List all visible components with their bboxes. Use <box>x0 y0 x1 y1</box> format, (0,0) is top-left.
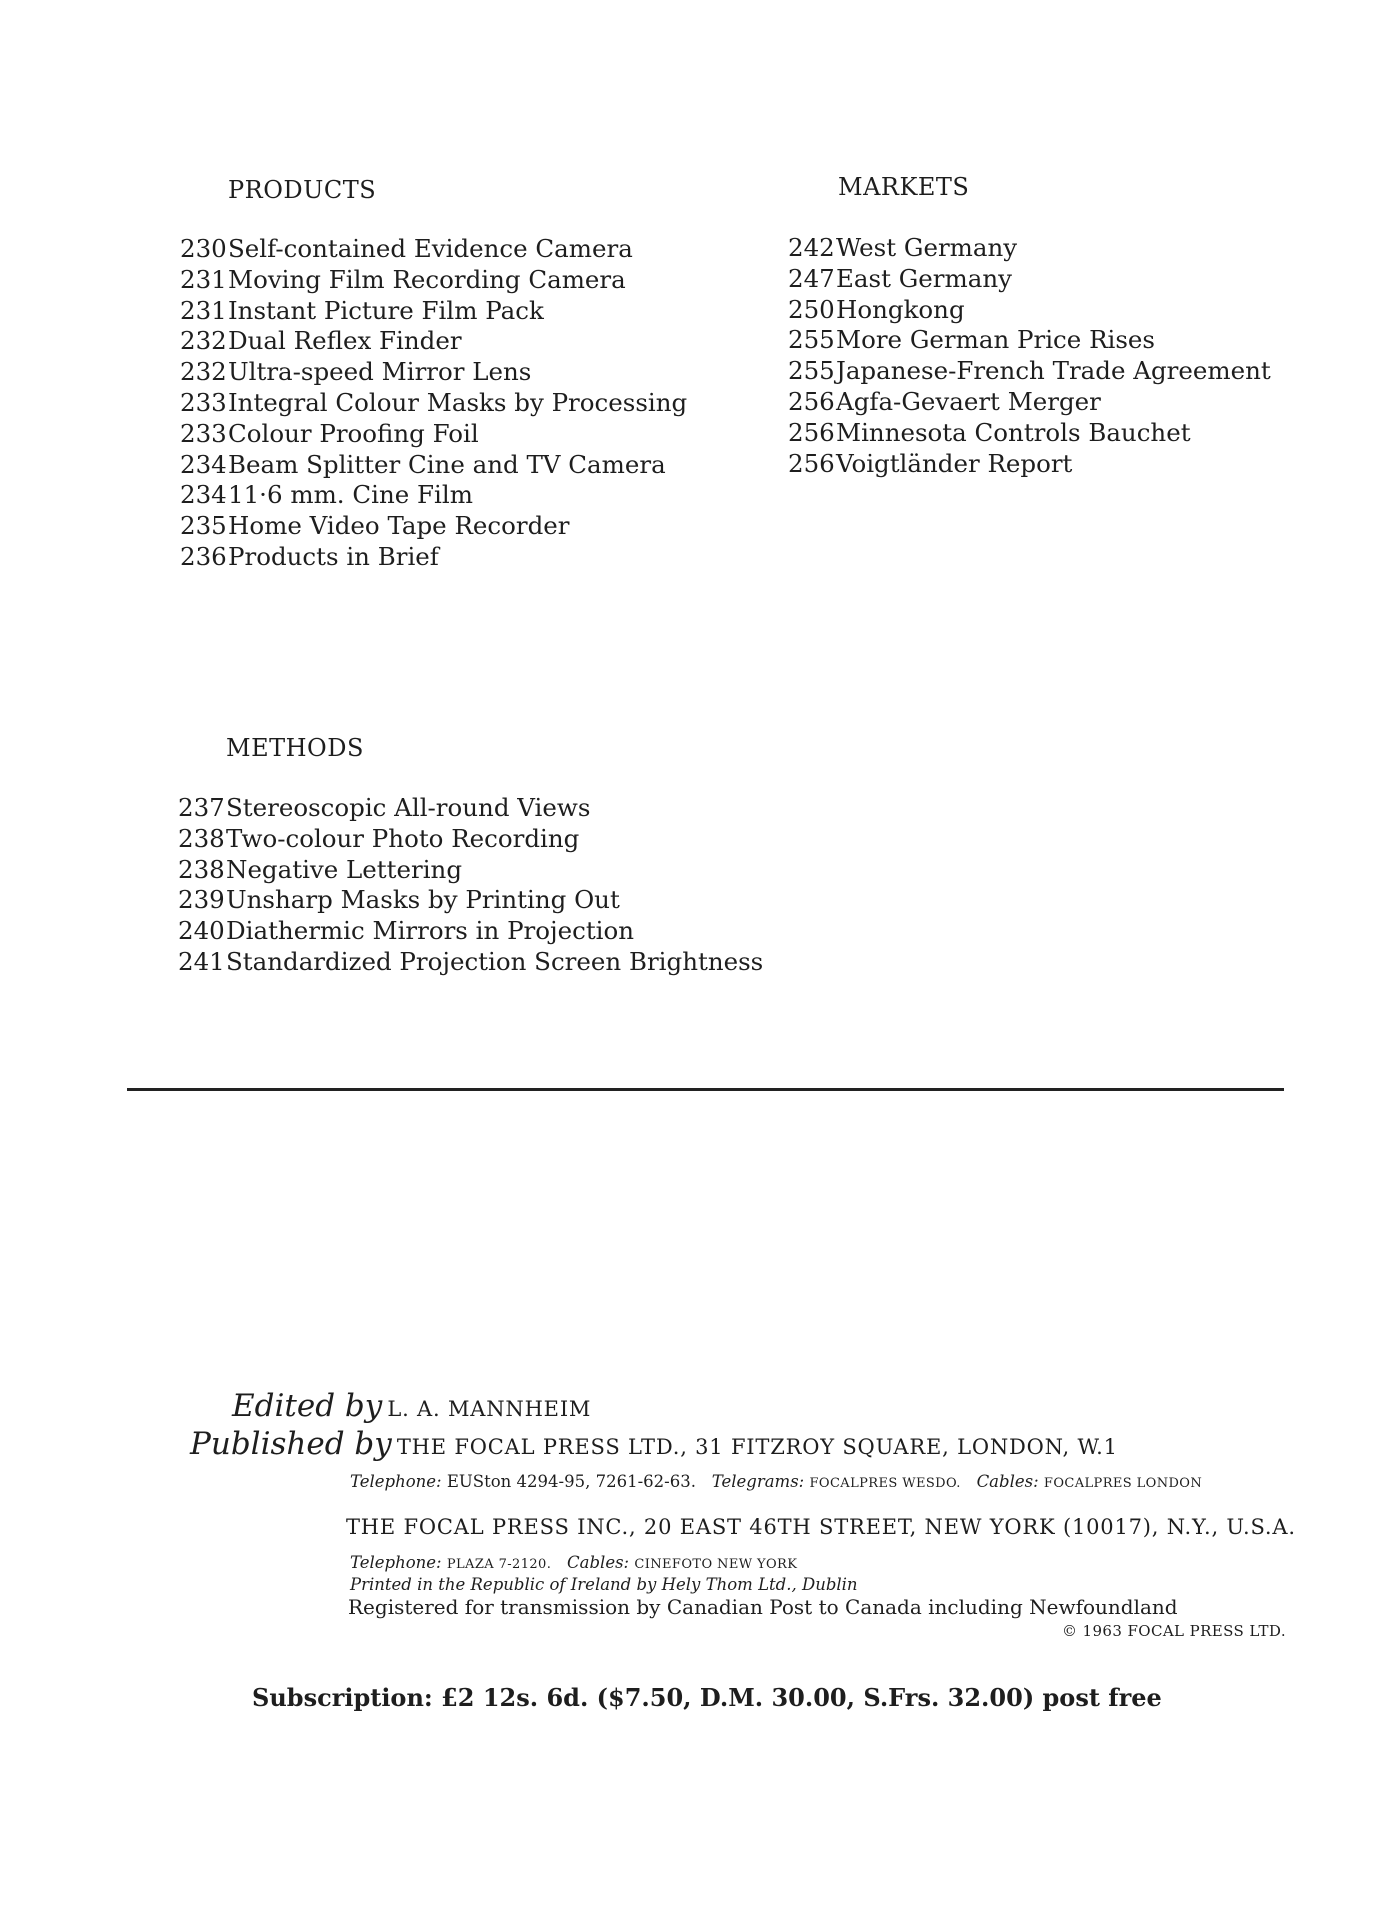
products-list-item <box>180 450 687 481</box>
products-item-page-number: 235 <box>180 511 227 541</box>
methods-item-title: Two-colour Photo Recording <box>226 823 580 853</box>
methods-item-page-number: 238 <box>178 854 225 884</box>
methods-item-page-number: 238 <box>178 823 225 853</box>
methods-item-page-number: 241 <box>178 946 225 976</box>
copyright-line: © 1963 FOCAL PRESS LTD. <box>1061 1622 1286 1640</box>
methods-item-title: Standardized Projection Screen Brightness <box>226 946 764 976</box>
methods-list-item <box>178 885 763 916</box>
products-list-item <box>180 357 687 388</box>
methods-item-title: Unsharp Masks by Printing Out <box>226 885 620 915</box>
products-list-item <box>180 542 687 573</box>
products-item-page-number: 233 <box>180 418 227 448</box>
markets-item-page-number: 256 <box>788 417 835 447</box>
publisher-uk-address: THE FOCAL PRESS LTD., 31 FITZROY SQUARE, LONDON, W.1 <box>396 1435 1118 1459</box>
uk-cables: FOCALPRES LONDON <box>1043 1476 1203 1491</box>
products-item-title: 11·6 mm. Cine Film <box>228 480 473 510</box>
editor-name: L. A. MANNHEIM <box>387 1397 592 1421</box>
products-item-page-number: 233 <box>180 387 227 417</box>
uk-telephone: EUSton 4294-95, 7261-62-63. <box>446 1472 696 1491</box>
products-item-page-number: 236 <box>180 541 227 571</box>
markets-list-item <box>788 387 1271 418</box>
products-item-page-number: 232 <box>180 326 227 356</box>
edited-by-label: Edited by <box>232 1388 383 1424</box>
methods-item-page-number: 240 <box>178 916 225 946</box>
uk-telegrams-label: Telegrams: <box>711 1472 805 1491</box>
methods-item-title: Negative Lettering <box>226 854 463 884</box>
markets-list-item <box>788 295 1271 326</box>
markets-item-page-number: 256 <box>788 448 835 478</box>
uk-cables-label: Cables: <box>976 1472 1039 1491</box>
markets-list-item <box>788 449 1271 480</box>
methods-heading: METHODS <box>226 734 364 762</box>
markets-item-page-number: 255 <box>788 356 835 386</box>
methods-item-page-number: 237 <box>178 793 225 822</box>
markets-item-page-number: 242 <box>788 233 835 262</box>
markets-item-title: West Germany <box>836 233 1018 262</box>
publisher-us-address: THE FOCAL PRESS INC., 20 EAST 46TH STREET, NEW YORK (10017), N.Y., U.S.A. <box>346 1515 1296 1539</box>
section-divider <box>127 1088 1284 1091</box>
products-heading: PRODUCTS <box>228 176 377 204</box>
products-item-title: Instant Picture Film Pack <box>228 295 544 325</box>
products-item-title: Products in Brief <box>228 541 439 571</box>
markets-list-item <box>788 418 1271 449</box>
products-item-title: Colour Proofing Foil <box>228 418 479 448</box>
us-cables: CINEFOTO NEW YORK <box>634 1557 798 1572</box>
products-list-item <box>180 419 687 450</box>
products-item-title: Home Video Tape Recorder <box>228 511 570 541</box>
methods-list-item <box>178 824 763 855</box>
products-list-item <box>180 511 687 542</box>
uk-telephone-label: Telephone: <box>350 1472 442 1491</box>
products-list <box>180 234 687 573</box>
markets-item-page-number: 247 <box>788 263 835 293</box>
printed-line: Printed in the Republic of Ireland by Hely Thom Ltd., Dublin <box>350 1575 858 1594</box>
markets-list-item <box>788 264 1271 295</box>
uk-telegrams: FOCALPRES WESDO. <box>809 1476 961 1491</box>
products-item-title: Dual Reflex Finder <box>228 326 462 356</box>
methods-list-item <box>178 947 763 978</box>
products-item-page-number: 234 <box>180 480 227 510</box>
products-list-item <box>180 326 687 357</box>
products-item-page-number: 234 <box>180 449 227 479</box>
methods-item-page-number: 239 <box>178 885 225 915</box>
products-item-page-number: 230 <box>180 234 227 263</box>
markets-heading: MARKETS <box>838 173 970 201</box>
methods-list-item <box>178 855 763 886</box>
products-item-page-number: 231 <box>180 295 227 325</box>
products-item-title: Ultra-speed Mirror Lens <box>228 357 532 387</box>
markets-item-title: East Germany <box>836 263 1012 293</box>
markets-item-title: More German Price Rises <box>836 325 1155 355</box>
products-item-page-number: 232 <box>180 357 227 387</box>
markets-item-title: Japanese-French Trade Agreement <box>836 356 1271 386</box>
published-by-line <box>190 1426 1118 1462</box>
published-by-label: Published by <box>190 1426 392 1462</box>
markets-item-title: Minnesota Controls Bauchet <box>836 417 1191 447</box>
products-item-title: Integral Colour Masks by Processing <box>228 387 688 417</box>
markets-item-page-number: 255 <box>788 325 835 355</box>
products-list-item <box>180 234 687 265</box>
us-telephone: PLAZA 7-2120. <box>446 1557 552 1572</box>
products-list-item <box>180 480 687 511</box>
markets-item-page-number: 250 <box>788 294 835 324</box>
methods-item-title: Diathermic Mirrors in Projection <box>226 916 635 946</box>
products-list-item <box>180 388 687 419</box>
registered-line: Registered for transmission by Canadian Post to Canada including Newfoundland <box>348 1595 1178 1619</box>
edited-by-line <box>232 1388 591 1424</box>
markets-list-item <box>788 356 1271 387</box>
us-contact-line <box>350 1553 797 1572</box>
methods-list-item <box>178 793 763 824</box>
us-telephone-label: Telephone: <box>350 1553 442 1572</box>
markets-list <box>788 233 1271 479</box>
markets-item-page-number: 256 <box>788 386 835 416</box>
products-list-item <box>180 296 687 327</box>
markets-item-title: Hongkong <box>836 294 965 324</box>
markets-list-item <box>788 233 1271 264</box>
us-cables-label: Cables: <box>567 1553 630 1572</box>
methods-list <box>178 793 763 978</box>
markets-item-title: Agfa-Gevaert Merger <box>836 386 1101 416</box>
products-item-title: Beam Splitter Cine and TV Camera <box>228 449 666 479</box>
products-item-title: Moving Film Recording Camera <box>228 264 626 294</box>
methods-list-item <box>178 916 763 947</box>
uk-contact-line <box>350 1472 1202 1491</box>
subscription-line: Subscription: £2 12s. 6d. ($7.50, D.M. 30.00, S.Frs. 32.00) post free <box>252 1683 1162 1712</box>
markets-list-item <box>788 325 1271 356</box>
products-list-item <box>180 265 687 296</box>
products-item-page-number: 231 <box>180 264 227 294</box>
methods-item-title: Stereoscopic All-round Views <box>226 793 591 822</box>
markets-item-title: Voigtländer Report <box>836 448 1073 478</box>
products-item-title: Self-contained Evidence Camera <box>228 234 633 263</box>
